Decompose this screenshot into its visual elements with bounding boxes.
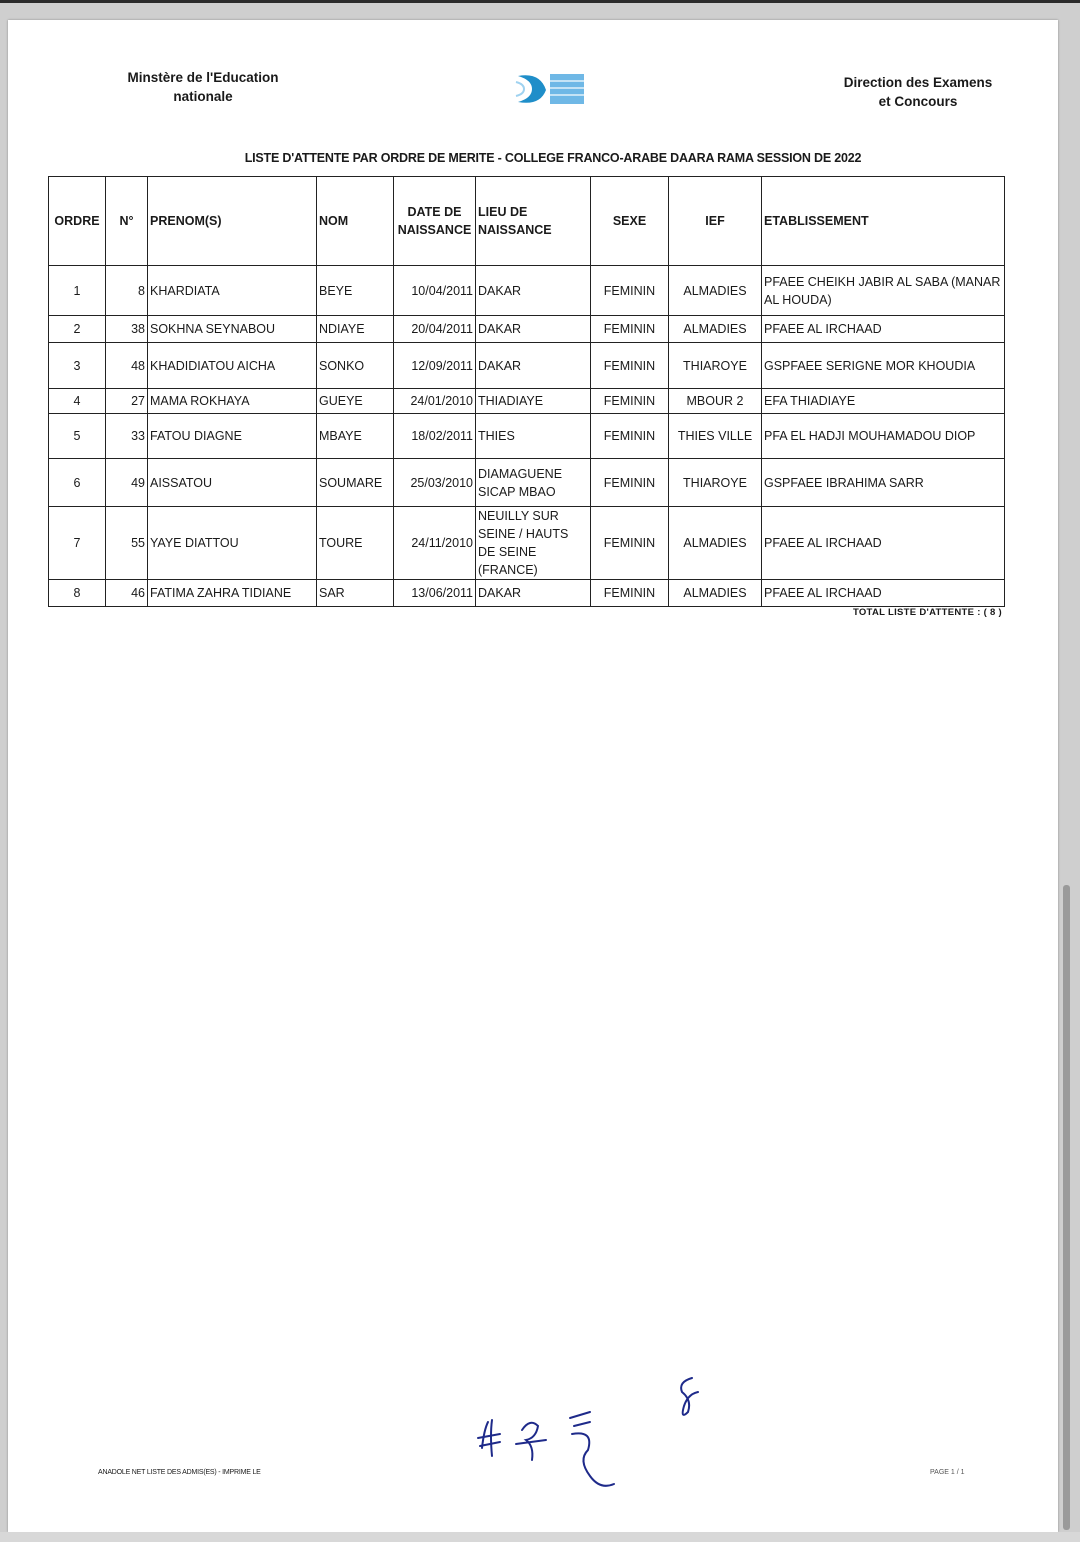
table-row bbox=[49, 507, 1005, 580]
cell-ief: THIES VILLE bbox=[669, 414, 762, 459]
cell-nom: SOUMARE bbox=[317, 459, 394, 507]
cell-numero: 49 bbox=[106, 459, 148, 507]
direction-header bbox=[820, 73, 1016, 111]
cell-lieu: DAKAR bbox=[476, 580, 591, 607]
cell-nom: SAR bbox=[317, 580, 394, 607]
footer-page-number: PAGE 1 / 1 bbox=[930, 1469, 965, 1476]
cell-ief: ALMADIES bbox=[669, 580, 762, 607]
cell-numero: 48 bbox=[106, 343, 148, 389]
document-title: LISTE D'ATTENTE PAR ORDRE DE MERITE - COLLEGE FRANCO-ARABE DAARA RAMA SESSION DE 2022 bbox=[244, 151, 862, 165]
cell-prenoms: YAYE DIATTOU bbox=[148, 507, 317, 580]
header-date-naissance bbox=[394, 177, 476, 266]
cell-sexe: FEMININ bbox=[591, 414, 669, 459]
cell-nom: SONKO bbox=[317, 343, 394, 389]
header-date-line-2: NAISSANCE bbox=[397, 223, 472, 237]
cell-ordre: 7 bbox=[49, 507, 106, 580]
footer-print-info: ANADOLE NET LISTE DES ADMIS(ES) - IMPRIME LE bbox=[98, 1469, 261, 1476]
table-row bbox=[49, 580, 1005, 607]
cell-date: 18/02/2011 bbox=[394, 414, 476, 459]
ministry-logo-icon bbox=[510, 70, 588, 108]
cell-date: 25/03/2010 bbox=[394, 459, 476, 507]
cell-etablissement: PFAEE AL IRCHAAD bbox=[762, 580, 1005, 607]
cell-prenoms: AISSATOU bbox=[148, 459, 317, 507]
cell-ief: ALMADIES bbox=[669, 316, 762, 343]
cell-nom: BEYE bbox=[317, 266, 394, 316]
cell-sexe: FEMININ bbox=[591, 316, 669, 343]
direction-line-2: et Concours bbox=[878, 94, 958, 109]
table-row bbox=[49, 389, 1005, 414]
header-date-line-1: DATE DE bbox=[407, 205, 462, 219]
cell-etablissement: PFAEE AL IRCHAAD bbox=[762, 507, 1005, 580]
cell-ief: THIAROYE bbox=[669, 343, 762, 389]
table-row bbox=[49, 459, 1005, 507]
cell-date: 10/04/2011 bbox=[394, 266, 476, 316]
table-row bbox=[49, 343, 1005, 389]
cell-ordre: 8 bbox=[49, 580, 106, 607]
cell-prenoms: SOKHNA SEYNABOU bbox=[148, 316, 317, 343]
cell-lieu: DIAMAGUENE SICAP MBAO bbox=[476, 459, 591, 507]
cell-ordre: 2 bbox=[49, 316, 106, 343]
header-etablissement: ETABLISSEMENT bbox=[762, 177, 1005, 266]
cell-date: 12/09/2011 bbox=[394, 343, 476, 389]
cell-sexe: FEMININ bbox=[591, 580, 669, 607]
header-ief: IEF bbox=[669, 177, 762, 266]
header-nom: NOM bbox=[317, 177, 394, 266]
cell-date: 24/11/2010 bbox=[394, 507, 476, 580]
cell-ordre: 3 bbox=[49, 343, 106, 389]
cell-sexe: FEMININ bbox=[591, 343, 669, 389]
cell-ordre: 6 bbox=[49, 459, 106, 507]
cell-sexe: FEMININ bbox=[591, 389, 669, 414]
cell-prenoms: MAMA ROKHAYA bbox=[148, 389, 317, 414]
cell-lieu: NEUILLY SUR SEINE / HAUTS DE SEINE (FRANCE) bbox=[476, 507, 591, 580]
ministry-header bbox=[110, 68, 296, 106]
cell-etablissement: GSPFAEE IBRAHIMA SARR bbox=[762, 459, 1005, 507]
cell-prenoms: KHARDIATA bbox=[148, 266, 317, 316]
cell-lieu: THIES bbox=[476, 414, 591, 459]
cell-etablissement: PFA EL HADJI MOUHAMADOU DIOP bbox=[762, 414, 1005, 459]
total-waiting-list: TOTAL LISTE D'ATTENTE : ( 8 ) bbox=[852, 607, 1002, 618]
cell-numero: 27 bbox=[106, 389, 148, 414]
cell-nom: MBAYE bbox=[317, 414, 394, 459]
header-lieu-line-1: LIEU DE bbox=[478, 205, 528, 219]
ministry-line-2: nationale bbox=[173, 89, 233, 104]
direction-line-1: Direction des Examens bbox=[843, 75, 993, 90]
cell-numero: 46 bbox=[106, 580, 148, 607]
handwritten-signature bbox=[470, 1360, 730, 1500]
cell-ordre: 5 bbox=[49, 414, 106, 459]
cell-numero: 38 bbox=[106, 316, 148, 343]
top-border bbox=[0, 0, 1080, 3]
cell-numero: 33 bbox=[106, 414, 148, 459]
cell-nom: NDIAYE bbox=[317, 316, 394, 343]
cell-prenoms: FATOU DIAGNE bbox=[148, 414, 317, 459]
cell-sexe: FEMININ bbox=[591, 507, 669, 580]
cell-etablissement: PFAEE AL IRCHAAD bbox=[762, 316, 1005, 343]
cell-prenoms: KHADIDIATOU AICHA bbox=[148, 343, 317, 389]
cell-ordre: 1 bbox=[49, 266, 106, 316]
table-row bbox=[49, 316, 1005, 343]
cell-lieu: DAKAR bbox=[476, 343, 591, 389]
cell-date: 24/01/2010 bbox=[394, 389, 476, 414]
waiting-list-table bbox=[48, 176, 1005, 607]
cell-etablissement: PFAEE CHEIKH JABIR AL SABA (MANAR AL HOUDA) bbox=[762, 266, 1005, 316]
cell-ief: THIAROYE bbox=[669, 459, 762, 507]
cell-sexe: FEMININ bbox=[591, 459, 669, 507]
cell-prenoms: FATIMA ZAHRA TIDIANE bbox=[148, 580, 317, 607]
header-lieu-naissance bbox=[476, 177, 591, 266]
table-row bbox=[49, 266, 1005, 316]
cell-lieu: DAKAR bbox=[476, 266, 591, 316]
cell-ordre: 4 bbox=[49, 389, 106, 414]
ministry-line-1: Minstère de l'Education bbox=[127, 70, 279, 85]
cell-sexe: FEMININ bbox=[591, 266, 669, 316]
table-row bbox=[49, 414, 1005, 459]
cell-numero: 8 bbox=[106, 266, 148, 316]
table-header-row bbox=[49, 177, 1005, 266]
header-numero: N° bbox=[106, 177, 148, 266]
cell-nom: GUEYE bbox=[317, 389, 394, 414]
scrollbar[interactable] bbox=[1063, 885, 1070, 1530]
bottom-border bbox=[0, 1532, 1080, 1542]
cell-etablissement: EFA THIADIAYE bbox=[762, 389, 1005, 414]
header-sexe: SEXE bbox=[591, 177, 669, 266]
header-prenoms: PRENOM(S) bbox=[148, 177, 317, 266]
cell-ief: ALMADIES bbox=[669, 507, 762, 580]
cell-date: 20/04/2011 bbox=[394, 316, 476, 343]
cell-nom: TOURE bbox=[317, 507, 394, 580]
cell-date: 13/06/2011 bbox=[394, 580, 476, 607]
cell-lieu: THIADIAYE bbox=[476, 389, 591, 414]
cell-ief: ALMADIES bbox=[669, 266, 762, 316]
cell-numero: 55 bbox=[106, 507, 148, 580]
cell-ief: MBOUR 2 bbox=[669, 389, 762, 414]
cell-etablissement: GSPFAEE SERIGNE MOR KHOUDIA bbox=[762, 343, 1005, 389]
cell-lieu: DAKAR bbox=[476, 316, 591, 343]
header-ordre: ORDRE bbox=[49, 177, 106, 266]
header-lieu-line-2: NAISSANCE bbox=[478, 223, 552, 237]
